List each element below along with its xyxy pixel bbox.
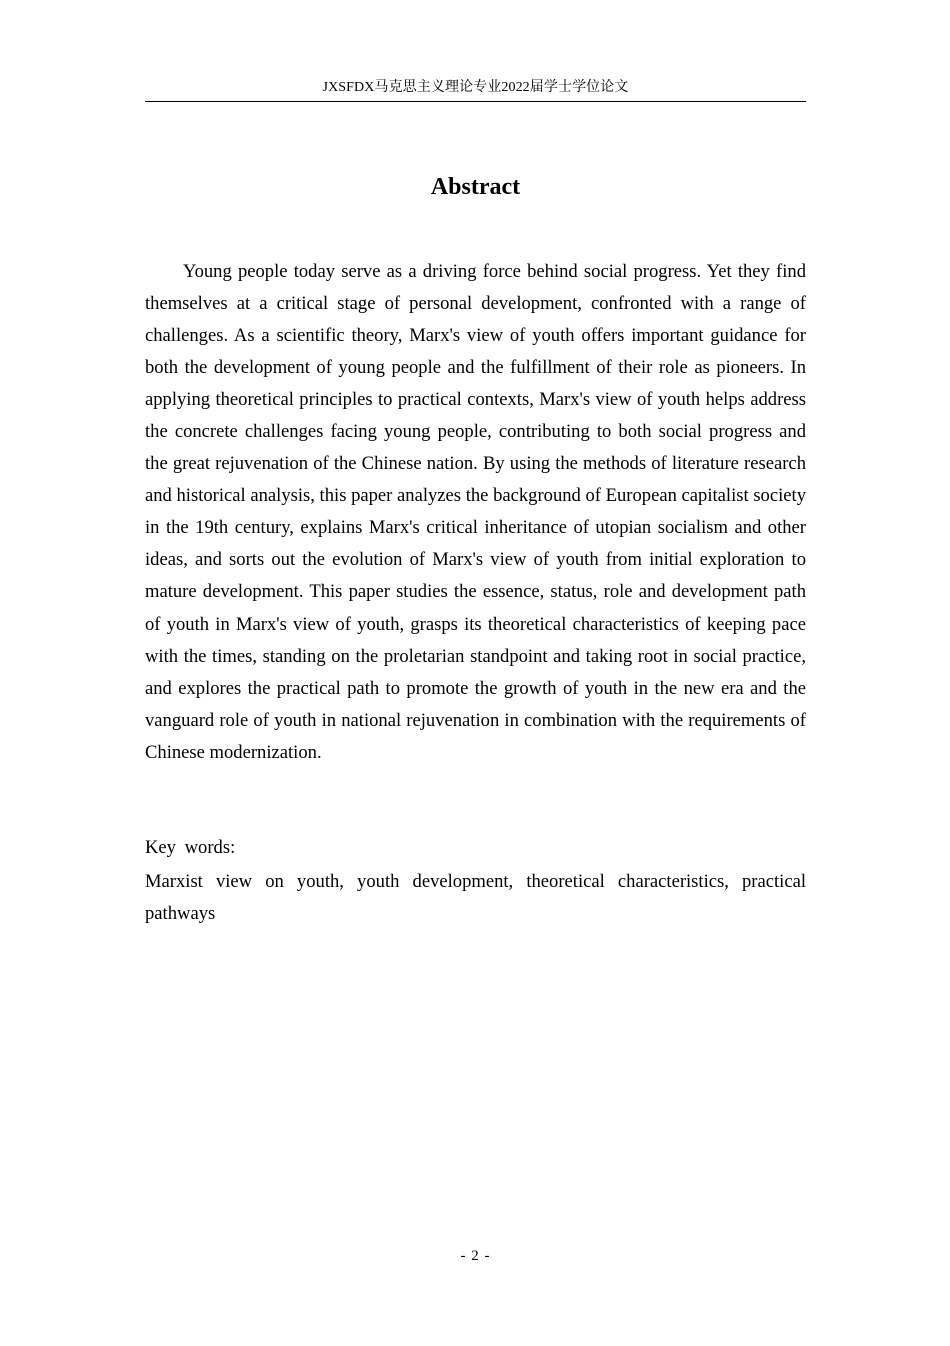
keywords-text: Marxist view on youth, youth development, theoretical characteristics, practical pathways [145, 871, 806, 924]
page-number: - 2 - [460, 1248, 491, 1264]
abstract-body: Young people today serve as a driving force behind social progress. Yet they find themselves at a critical stage of personal development, confronted with a range of challenges. As a scientific theory, Marx's view of youth offers important guidance for both the development of young people and the fulfillment of their role as pioneers. In applying theoretical principles to practical contexts, Marx's view of youth helps address the concrete challenges facing young people, contributing to both social progress and the great rejuvenation of the Chinese nation. By using the methods of literature research and historical analysis, this paper analyzes the background of European capitalist society in the 19th century, explains Marx's critical inheritance of utopian socialism and other ideas, and sorts out the evolution of Marx's view of youth from initial exploration to mature development. This paper studies the essence, status, role and development path of youth in Marx's view of youth, grasps its theoretical characteristics of keeping pace with the times, standing on the proletarian standpoint and taking root in social practice, and explores the practical path to promote the growth of youth in the new era and the vanguard role of youth in national rejuvenation in combination with the requirements of Chinese modernization. [145, 261, 806, 763]
keywords-label: Key words: [145, 837, 236, 858]
abstract-title: Abstract [430, 174, 521, 200]
header-rule [145, 101, 806, 102]
running-header: JXSFDX马克思主义理论专业2022届学士学位论文 [322, 80, 629, 95]
